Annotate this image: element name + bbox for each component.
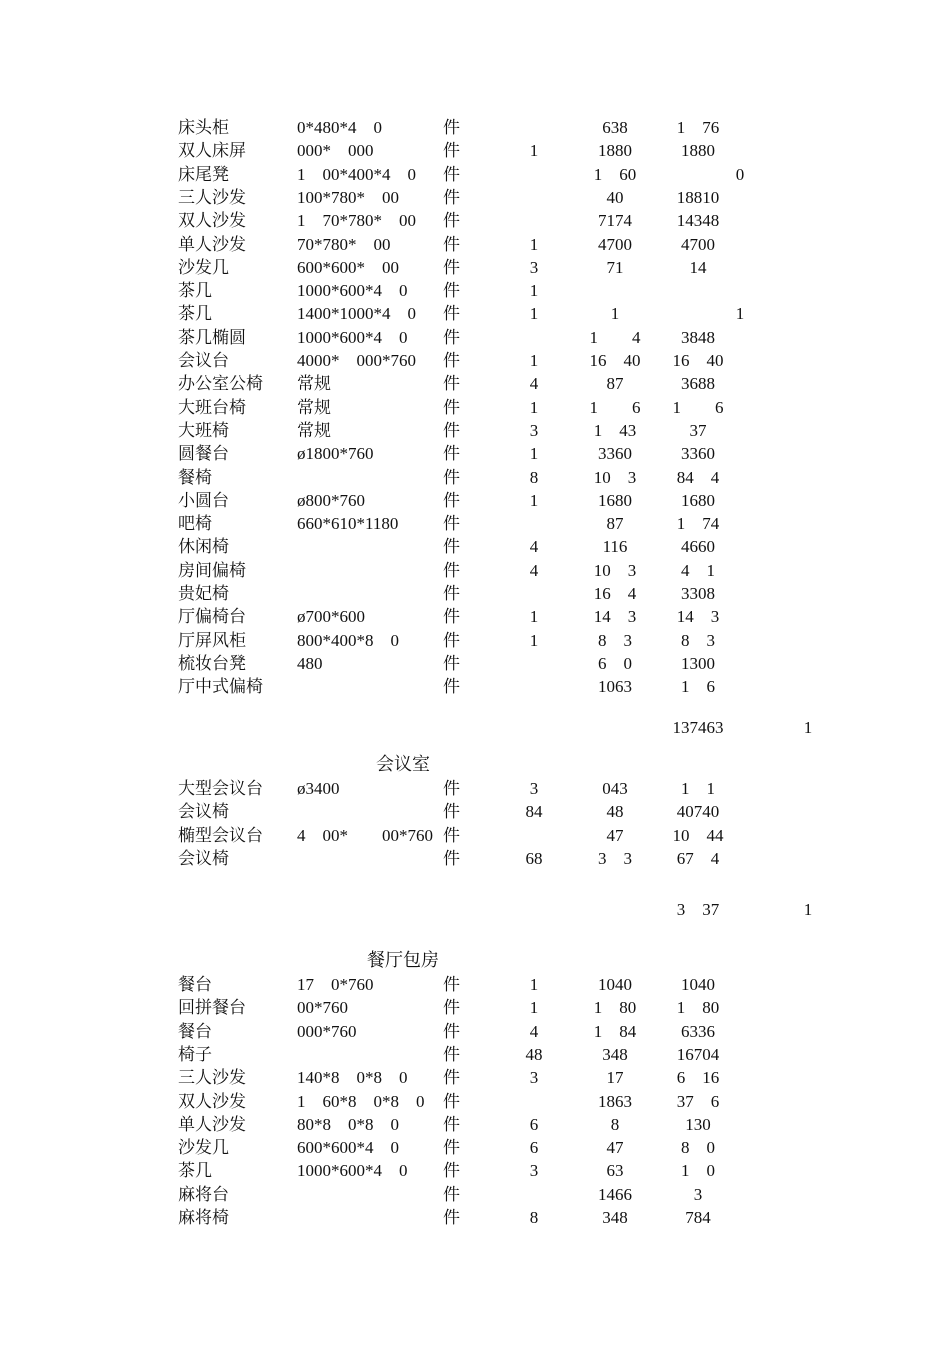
item-spec: 1400*1000*4 0 [297, 304, 416, 324]
item-name: 厅偏椅台 [178, 607, 246, 627]
table-row: 沙发几 600*600* 00 件 3 71 14 [178, 257, 707, 277]
item-spec: ø1800*760 [297, 444, 374, 464]
table-row: 床头柜 0*480*4 0 件 638 1 76 [178, 118, 720, 137]
item-unit: 件 [443, 677, 460, 697]
table-row: 茶几 1000*600*4 0 件 3 63 1 0 [178, 1161, 715, 1181]
item-spec: 1 00*400*4 0 [297, 164, 416, 184]
item-name: 办公室公椅 [178, 374, 263, 394]
item-spec: 1 70*780* 00 [297, 211, 416, 231]
item-unit: 件 [443, 607, 460, 627]
item-spec: 480 [297, 653, 323, 673]
item-name: 厅中式偏椅 [178, 677, 263, 697]
item-unit: 件 [443, 1021, 460, 1041]
item-name: 双人沙发 [178, 1091, 246, 1111]
item-unit: 件 [443, 420, 460, 440]
total-row: 137463 1 [672, 718, 813, 737]
item-name: 圆餐台 [178, 444, 229, 464]
item-name: 单人沙发 [178, 234, 246, 254]
item-spec: 80*8 0*8 0 [297, 1114, 399, 1134]
table-row: 双人沙发 1 70*780* 00 件 7174 14348 [178, 211, 720, 231]
item-spec: 600*600* 00 [297, 257, 399, 277]
table-row: 厅偏椅台 ø700*600 件 1 14 3 14 3 [178, 607, 720, 627]
item-spec: 600*600*4 0 [297, 1138, 399, 1158]
table-row: 麻将椅 件 8 348 784 [178, 1208, 711, 1227]
item-spec: 1 60*8 0*8 0 [297, 1091, 425, 1111]
item-unit: 件 [443, 1091, 460, 1111]
item-name: 会议台 [178, 351, 229, 370]
item-spec: 4 00* 00*760 [297, 825, 433, 845]
table-row: 餐椅 件 8 10 3 84 4 [178, 467, 720, 487]
item-name: 休闲椅 [178, 537, 229, 557]
item-unit: 件 [443, 825, 460, 845]
item-spec: 17 0*760 [297, 975, 374, 994]
table-row: 大班台椅 常规 件 1 1 6 1 6 [178, 397, 724, 417]
item-name: 麻将椅 [178, 1208, 229, 1227]
item-name: 单人沙发 [178, 1114, 246, 1134]
table-row: 贵妃椅 件 16 4 3308 [178, 584, 715, 603]
table-row: 回拼餐台 00*760 件 1 1 80 1 80 [178, 998, 720, 1018]
item-name: 茶几椭圆 [178, 327, 246, 347]
section-title-meeting-room: 会议室 [376, 754, 430, 774]
table-row: 吧椅 660*610*1180 件 87 1 74 [178, 514, 720, 534]
item-unit: 件 [443, 304, 460, 324]
item-name: 会议椅 [178, 848, 229, 868]
table-row: 小圆台 ø800*760 件 1 1680 1680 [178, 490, 715, 510]
item-unit: 件 [443, 537, 460, 557]
item-unit: 件 [443, 802, 460, 822]
table-row: 休闲椅 件 4 116 4660 [178, 537, 715, 557]
item-unit: 件 [443, 1114, 460, 1134]
table-row: 椭型会议台 4 00* 00*760 件 47 10 44 [178, 825, 724, 845]
item-spec: ø800*760 [297, 490, 365, 510]
item-name: 双人沙发 [178, 211, 246, 231]
item-name: 贵妃椅 [178, 584, 229, 603]
item-name: 餐台 [178, 975, 212, 994]
table-row: 茶几 1400*1000*4 0 件 1 1 1 [178, 304, 745, 324]
item-spec: 常规 [297, 397, 331, 417]
table-row: 双人床屏 000* 000 件 1 1880 1880 [178, 141, 715, 161]
item-spec: 70*780* 00 [297, 234, 391, 254]
table-row: 办公室公椅 常规 件 4 87 3688 [178, 374, 715, 394]
item-unit: 件 [443, 1184, 460, 1204]
table-row: 单人沙发 80*8 0*8 0 件 6 8 130 [178, 1114, 711, 1134]
item-name: 厅屏风柜 [178, 630, 246, 650]
table-row: 麻将台 件 1466 3 [178, 1184, 703, 1204]
item-name: 大班台椅 [178, 397, 246, 417]
table-row: 茶几椭圆 1000*600*4 0 件 1 4 3848 [178, 327, 715, 347]
item-spec: 常规 [297, 374, 331, 394]
item-unit: 件 [443, 118, 460, 137]
item-spec: 00*760 [297, 998, 348, 1018]
item-unit: 件 [443, 998, 460, 1018]
total-row: 3 37 1 [676, 900, 813, 919]
item-unit: 件 [443, 514, 460, 534]
item-name: 回拼餐台 [178, 998, 246, 1018]
table-row: 会议椅 件 68 3 3 67 4 [178, 848, 720, 868]
item-spec: 1000*600*4 0 [297, 327, 408, 347]
table-row: 单人沙发 70*780* 00 件 1 4700 4700 [178, 234, 715, 254]
section-title-dining-room: 餐厅包房 [367, 950, 439, 970]
item-name: 床头柜 [178, 118, 229, 137]
item-name: 大班椅 [178, 420, 229, 440]
item-unit: 件 [443, 397, 460, 417]
item-spec: 1000*600*4 0 [297, 1161, 408, 1181]
item-name: 麻将台 [178, 1184, 229, 1204]
item-name: 双人床屏 [178, 141, 246, 161]
table-row: 会议椅 件 84 48 40740 [178, 802, 720, 822]
item-unit: 件 [443, 444, 460, 464]
table-row: 圆餐台 ø1800*760 件 1 3360 3360 [178, 444, 715, 464]
item-unit: 件 [443, 779, 460, 798]
item-unit: 件 [443, 490, 460, 510]
item-unit: 件 [443, 584, 460, 603]
item-name: 三人沙发 [178, 1068, 246, 1088]
item-spec: 000*760 [297, 1021, 357, 1041]
item-unit: 件 [443, 1138, 460, 1158]
item-name: 椭型会议台 [178, 825, 263, 845]
item-name: 房间偏椅 [178, 560, 246, 580]
item-unit: 件 [443, 467, 460, 487]
item-unit: 件 [443, 1208, 460, 1227]
item-name: 沙发几 [178, 257, 229, 277]
item-spec: 1000*600*4 0 [297, 281, 408, 301]
item-spec: 常规 [297, 420, 331, 440]
item-unit: 件 [443, 653, 460, 673]
item-name: 小圆台 [178, 490, 229, 510]
item-name: 梳妆台凳 [178, 653, 246, 673]
item-unit: 件 [443, 281, 460, 301]
item-spec: ø3400 [297, 779, 340, 798]
item-unit: 件 [443, 351, 460, 370]
item-name: 餐椅 [178, 467, 212, 487]
item-spec: 660*610*1180 [297, 514, 399, 534]
item-name: 茶几 [178, 281, 212, 301]
item-unit: 件 [443, 257, 460, 277]
table-row: 大型会议台 ø3400 件 3 043 1 1 [178, 779, 715, 798]
item-name: 三人沙发 [178, 187, 246, 207]
table-row: 三人沙发 140*8 0*8 0 件 3 17 6 16 [178, 1068, 720, 1088]
item-unit: 件 [443, 327, 460, 347]
item-name: 会议椅 [178, 802, 229, 822]
table-row: 床尾凳 1 00*400*4 0 件 1 60 0 [178, 164, 745, 184]
table-row: 餐台 000*760 件 4 1 84 6336 [178, 1021, 715, 1041]
item-spec: 100*780* 00 [297, 187, 399, 207]
item-name: 茶几 [178, 1161, 212, 1181]
item-name: 大型会议台 [178, 779, 263, 798]
item-unit: 件 [443, 1044, 460, 1064]
table-row: 餐台 17 0*760 件 1 1040 1040 [178, 975, 715, 994]
item-spec: ø700*600 [297, 607, 365, 627]
item-spec: 800*400*8 0 [297, 630, 399, 650]
item-unit: 件 [443, 234, 460, 254]
item-spec: 0*480*4 0 [297, 118, 382, 137]
item-unit: 件 [443, 560, 460, 580]
item-spec: 4000* 000*760 [297, 351, 416, 370]
item-name: 餐台 [178, 1021, 212, 1041]
item-name: 椅子 [178, 1044, 212, 1064]
table-row: 三人沙发 100*780* 00 件 40 18810 [178, 187, 720, 207]
item-unit: 件 [443, 374, 460, 394]
item-name: 茶几 [178, 304, 212, 324]
item-name: 吧椅 [178, 514, 212, 534]
item-unit: 件 [443, 187, 460, 207]
table-row: 厅屏风柜 800*400*8 0 件 1 8 3 8 3 [178, 630, 715, 650]
item-spec: 000* 000 [297, 141, 374, 161]
table-row: 梳妆台凳 480 件 6 0 1300 [178, 653, 715, 673]
item-name: 沙发几 [178, 1138, 229, 1158]
item-unit: 件 [443, 975, 460, 994]
item-unit: 件 [443, 164, 460, 184]
item-unit: 件 [443, 141, 460, 161]
item-spec: 140*8 0*8 0 [297, 1068, 408, 1088]
item-unit: 件 [443, 1161, 460, 1181]
item-unit: 件 [443, 1068, 460, 1088]
item-unit: 件 [443, 211, 460, 231]
table-row: 双人沙发 1 60*8 0*8 0 件 1863 37 6 [178, 1091, 720, 1111]
table-row: 厅中式偏椅 件 1063 1 6 [178, 677, 715, 697]
table-row: 房间偏椅 件 4 10 3 4 1 [178, 560, 715, 580]
table-row: 会议台 4000* 000*760 件 1 16 40 16 40 [178, 351, 724, 370]
table-row: 大班椅 常规 件 3 1 43 37 [178, 420, 707, 440]
table-row: 沙发几 600*600*4 0 件 6 47 8 0 [178, 1138, 715, 1158]
item-unit: 件 [443, 848, 460, 868]
table-row: 茶几 1000*600*4 0 件 1 [178, 281, 539, 301]
item-unit: 件 [443, 630, 460, 650]
table-row: 椅子 件 48 348 16704 [178, 1044, 720, 1064]
item-name: 床尾凳 [178, 164, 229, 184]
